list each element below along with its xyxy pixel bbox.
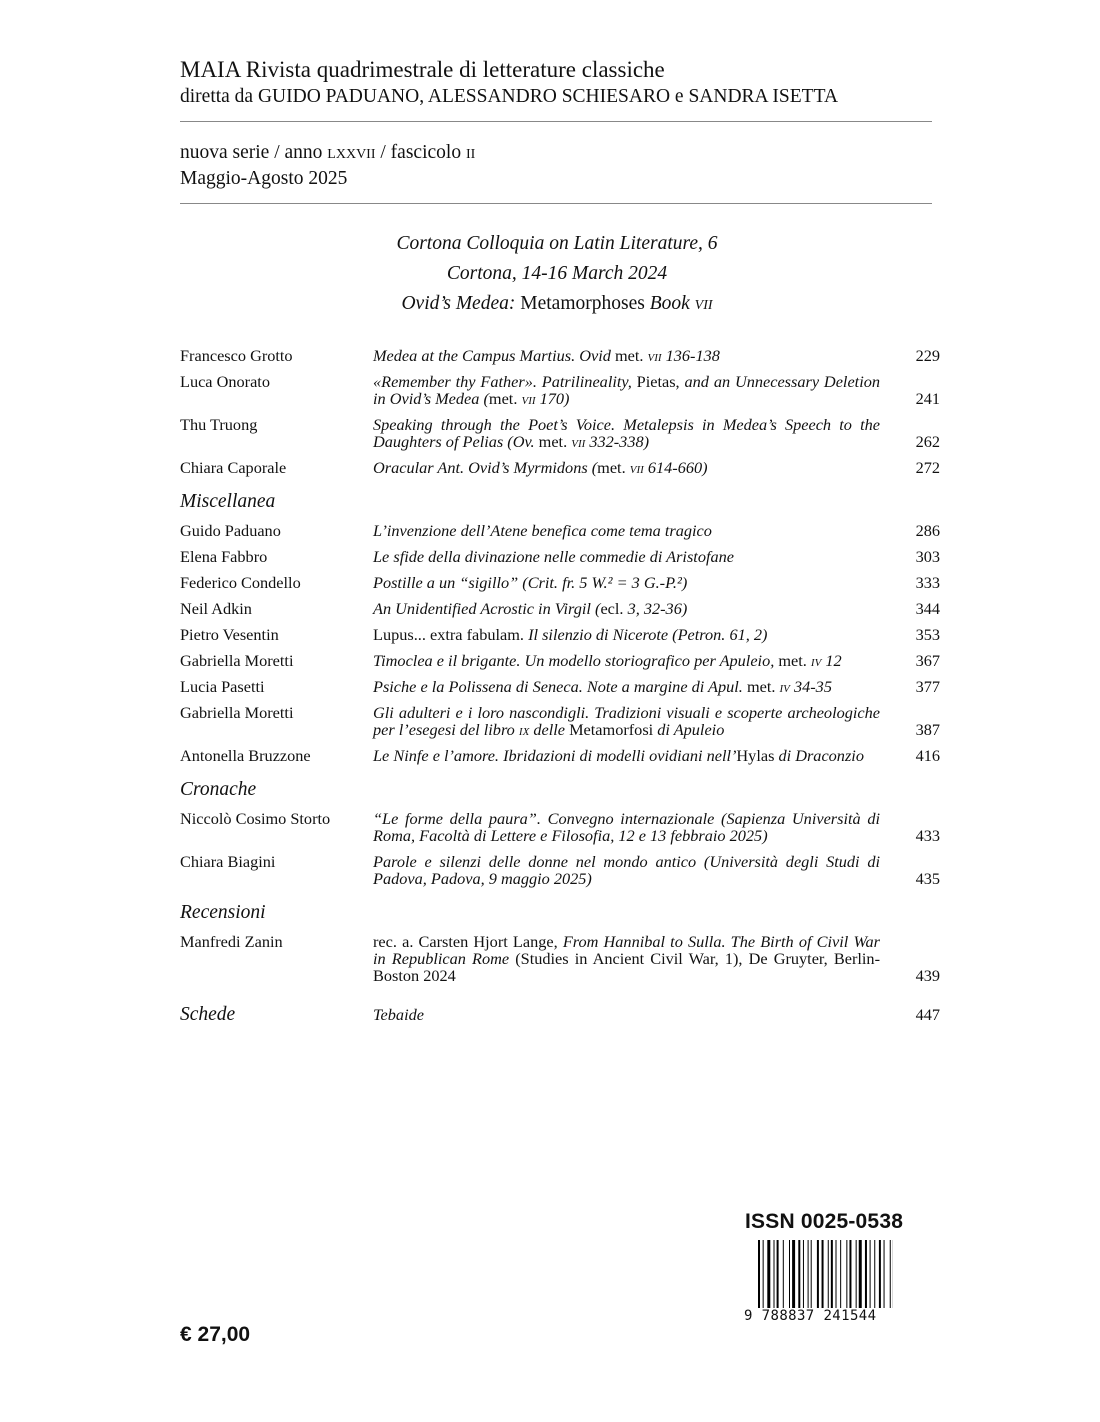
barcode-bar	[763, 1240, 764, 1318]
theme-a: Ovid’s Medea:	[401, 293, 521, 314]
section-heading: Miscellanea	[180, 491, 276, 512]
entry-page: 433	[915, 826, 940, 845]
title-segment: (Studies in Ancient Civil War, 1), De Gruyter, Berlin-Boston 2024	[373, 949, 880, 985]
barcode-bar	[849, 1240, 851, 1308]
entry-title	[373, 810, 880, 844]
barcode-bar	[831, 1240, 833, 1318]
title-segment: Speaking through the Poet’s Voice. Metalepsis in Medea’s Speech to the Daughters of Pelias (Ov.	[373, 415, 880, 451]
conference-title: Cortona Colloquia on Latin Literature, 6	[396, 233, 718, 254]
table-of-contents	[180, 347, 940, 1032]
entry-title	[373, 747, 880, 764]
barcode-bar	[758, 1240, 760, 1318]
title-segment: Postille a un “sigillo” (Crit. fr. 5 W.² = 3 G.-P.²)	[373, 573, 688, 592]
title-segment: iv	[779, 677, 790, 696]
divider	[180, 121, 932, 122]
entry-page: 387	[915, 720, 940, 739]
barcode-bar	[811, 1240, 812, 1308]
entry-title	[373, 373, 880, 407]
entry-page: 344	[915, 599, 940, 618]
entry-title	[373, 652, 880, 669]
entry-page: 367	[915, 651, 940, 670]
toc-entry	[180, 678, 940, 695]
title-segment: Le Ninfe e l’amore. Ibridazioni di modelli ovidiani nell’	[373, 746, 737, 765]
entry-page: 377	[915, 677, 940, 696]
toc-entry	[180, 853, 940, 887]
barcode-bar	[817, 1240, 819, 1308]
entry-author: Francesco Grotto	[180, 346, 293, 365]
title-segment: vii	[521, 389, 536, 408]
barcode-bar	[840, 1240, 841, 1308]
title-segment: Medea at the Campus Martius. Ovid	[373, 346, 615, 365]
barcode-bar	[767, 1240, 770, 1308]
toc-entry	[180, 704, 940, 738]
entry-page: 435	[915, 869, 940, 888]
title-segment: and an Unnecessary Deletion in Ovid’s Medea (	[373, 372, 880, 408]
barcode-bar	[828, 1240, 829, 1308]
title-segment: delle	[529, 720, 570, 739]
divider	[180, 203, 932, 204]
barcode-bar	[808, 1240, 809, 1308]
title-segment: Pietas,	[636, 372, 680, 391]
toc-entry	[180, 548, 940, 565]
theme-d: vii	[694, 293, 713, 314]
entry-page: 286	[915, 521, 940, 540]
entry-author: Antonella Bruzzone	[180, 746, 311, 765]
section-heading: Recensioni	[180, 902, 266, 923]
entry-page: 447	[915, 1005, 940, 1024]
entry-page: 333	[915, 573, 940, 592]
barcode	[758, 1240, 893, 1318]
barcode-bar	[792, 1240, 795, 1308]
toc-entry	[180, 522, 940, 539]
title-segment: Gli adulteri e i loro nascondigli. Tradizioni visuali e scoperte archeologiche per l’esegesi del libro	[373, 703, 880, 739]
barcode-bar	[856, 1240, 857, 1308]
entry-title	[373, 678, 880, 695]
issue-year: lxxvii	[327, 142, 376, 163]
title-segment: met.	[538, 432, 572, 451]
title-segment: vii	[629, 458, 644, 477]
title-segment: 332-338)	[585, 432, 650, 451]
toc-entry	[180, 416, 940, 450]
entry-page: 262	[915, 432, 940, 451]
conference-theme	[300, 289, 814, 319]
entry-title	[373, 704, 880, 738]
title-segment: L’invenzione dell’Atene benefica come tema tragico	[373, 521, 712, 540]
entry-title	[373, 574, 880, 591]
conference-place: Cortona, 14-16 March 2024	[446, 263, 668, 284]
issue-info	[180, 141, 475, 165]
toc-entry	[180, 574, 940, 591]
barcode-bar	[789, 1240, 790, 1308]
title-segment: ecl.	[600, 599, 624, 618]
title-segment: 170)	[535, 389, 570, 408]
title-segment: From Hannibal to Sulla. The Birth of Civil War in Republican Rome	[373, 932, 880, 968]
section-heading: Schede	[180, 1004, 236, 1025]
toc-entry	[180, 459, 940, 476]
toc-entry	[180, 626, 940, 643]
entry-title	[373, 416, 880, 450]
title-segment: Timoclea e il brigante. Un modello storiografico per Apuleio,	[373, 651, 779, 670]
barcode-bar	[846, 1240, 847, 1308]
entry-title	[373, 600, 880, 617]
entry-author: Gabriella Moretti	[180, 651, 294, 670]
entry-page: 353	[915, 625, 940, 644]
entry-author: Guido Paduano	[180, 521, 281, 540]
toc-entry	[180, 810, 940, 844]
title-segment: Psiche e la Polissena di Seneca. Note a margine di Apul.	[373, 677, 747, 696]
entry-author: Federico Condello	[180, 573, 301, 592]
title-segment: 12	[821, 651, 842, 670]
barcode-bar	[836, 1240, 837, 1318]
entry-author: Pietro Vesentin	[180, 625, 279, 644]
title-segment: rec. a. Carsten Hjort Lange,	[373, 932, 563, 951]
entry-page: 416	[915, 746, 940, 765]
issue-fascicle: ii	[465, 142, 476, 163]
barcode-bar	[774, 1240, 775, 1308]
issn: ISSN 0025-0538	[745, 1210, 904, 1233]
entry-title: Tebaide	[373, 1005, 424, 1024]
entry-page: 439	[915, 966, 940, 985]
title-segment: Il silenzio di Nicerote (Petron. 61, 2)	[528, 625, 768, 644]
barcode-bar	[803, 1240, 804, 1308]
entry-page: 272	[915, 458, 940, 477]
title-segment: Oracular Ant. Ovid’s Myrmidons (	[373, 458, 598, 477]
title-segment: met.	[778, 651, 811, 670]
issue-mid: / fascicolo	[375, 142, 466, 163]
title-segment: Hylas	[736, 746, 775, 765]
barcode-bar	[865, 1240, 867, 1308]
entry-author: Manfredi Zanin	[180, 932, 283, 951]
title-segment: ix	[518, 720, 530, 739]
section-heading: Cronache	[180, 779, 257, 800]
entry-author: Lucia Pasetti	[180, 677, 265, 696]
barcode-bar	[822, 1240, 824, 1308]
entry-title	[373, 459, 880, 476]
theme-b: Metamorphoses	[520, 293, 645, 314]
title-segment: Lupus... extra fabulam.	[373, 625, 529, 644]
title-segment: met.	[597, 458, 630, 477]
barcode-bar	[859, 1240, 862, 1308]
title-segment: di Draconzio	[774, 746, 864, 765]
title-segment: met.	[488, 389, 522, 408]
entry-page: 229	[915, 346, 940, 365]
toc-entry	[180, 600, 940, 617]
entry-author: Chiara Biagini	[180, 852, 276, 871]
journal-editors: diretta da GUIDO PADUANO, ALESSANDRO SCHIESARO e SANDRA ISETTA	[180, 86, 839, 107]
toc-entry	[180, 747, 940, 764]
journal-title: MAIA Rivista quadrimestrale di letterature classiche	[180, 57, 665, 82]
title-segment: 136-138	[661, 346, 720, 365]
title-segment: di Apuleio	[653, 720, 725, 739]
barcode-bar	[890, 1240, 891, 1308]
barcode-bar	[884, 1240, 885, 1308]
title-segment: Parole e silenzi delle donne nel mondo antico (Università degli Studi di Padova, Padova, 9 maggio 2025)	[373, 852, 880, 888]
entry-title	[373, 626, 880, 643]
title-segment: vii	[571, 432, 586, 451]
issue-date: Maggio-Agosto 2025	[180, 168, 348, 189]
title-segment: An Unidentified Acrostic in Virgil (	[373, 599, 601, 618]
issue-prefix: nuova serie / anno	[180, 142, 328, 163]
barcode-bar	[879, 1240, 881, 1308]
entry-author: Thu Truong	[180, 415, 258, 434]
toc-entry	[180, 373, 940, 407]
barcode-bar	[783, 1240, 784, 1308]
entry-author: Neil Adkin	[180, 599, 252, 618]
entry-page: 303	[915, 547, 940, 566]
entry-author: Chiara Caporale	[180, 458, 287, 477]
title-segment: met.	[614, 346, 648, 365]
title-segment: «Remember thy Father». Patrilineality,	[373, 372, 637, 391]
title-segment: iv	[810, 651, 822, 670]
entry-title	[373, 933, 880, 984]
entry-author: Gabriella Moretti	[180, 703, 294, 722]
entry-page: 241	[915, 389, 940, 408]
barcode-bar	[777, 1240, 779, 1308]
title-segment: Le sfide della divinazione nelle commedie di Aristofane	[373, 547, 734, 566]
title-segment: met.	[746, 677, 780, 696]
title-segment: vii	[647, 346, 662, 365]
entry-title	[373, 347, 880, 364]
entry-author: Luca Onorato	[180, 372, 270, 391]
toc-entry	[180, 652, 940, 669]
entry-title	[373, 548, 880, 565]
toc-entry	[180, 347, 940, 364]
entry-title	[373, 522, 880, 539]
entry-author: Niccolò Cosimo Storto	[180, 809, 331, 828]
barcode-bar	[874, 1240, 875, 1308]
entry-title	[373, 853, 880, 887]
theme-c: Book	[644, 293, 695, 314]
entry-author: Elena Fabbro	[180, 547, 268, 566]
toc-entry-schede	[180, 1006, 940, 1023]
title-segment: 3, 32-36)	[623, 599, 688, 618]
title-segment: 34-35	[789, 677, 832, 696]
toc-entry	[180, 933, 940, 984]
barcode-bar	[870, 1240, 871, 1308]
price: € 27,00	[180, 1323, 251, 1346]
title-segment: 614-660)	[643, 458, 708, 477]
barcode-bar	[798, 1240, 800, 1308]
isbn-digits: 9 788837 241544	[744, 1308, 877, 1324]
title-segment: “Le forme della paura”. Convegno internazionale (Sapienza Università di Roma, Facoltà di Lettere e Filosofia, 12 e 13 febbraio 2025)	[373, 809, 880, 845]
title-segment: Metamorfosi	[569, 720, 654, 739]
